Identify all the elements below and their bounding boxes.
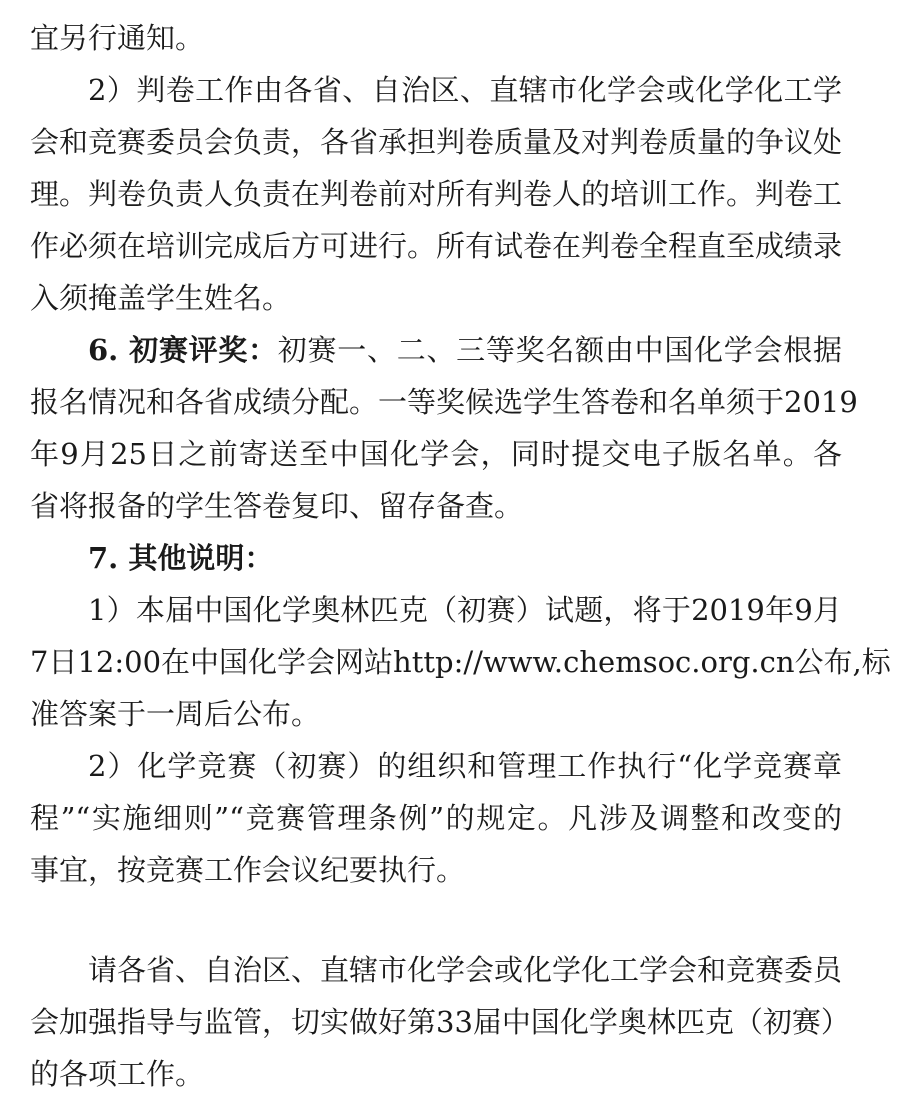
paragraph-line: 1）本届中国化学奥林匹克（初赛）试题，将于2019年9月 bbox=[88, 593, 842, 627]
section-heading-awards: 6. 初赛评奖： bbox=[88, 333, 278, 367]
paragraph-line: 省将报备的学生答卷复印、留存备查。 bbox=[30, 489, 524, 523]
paragraph-line: 准答案于一周后公布。 bbox=[30, 697, 321, 731]
paragraph-line: 作必须在培训完成后方可进行。所有试卷在判卷全程直至成绩录 bbox=[30, 229, 843, 263]
paragraph-line: 会加强指导与监管，切实做好第33届中国化学奥林匹克（初赛） bbox=[30, 1005, 850, 1039]
paragraph-line: 会和竞赛委员会负责，各省承担判卷质量及对判卷质量的争议处 bbox=[30, 125, 843, 159]
paragraph-line: 2）化学竞赛（初赛）的组织和管理工作执行“化学竞赛章 bbox=[88, 749, 842, 783]
paragraph-line: 的各项工作。 bbox=[30, 1057, 205, 1091]
paragraph-text: 初赛一、二、三等奖名额由中国化学会根据 bbox=[277, 333, 842, 367]
paragraph-line: 理。判卷负责人负责在判卷前对所有判卷人的培训工作。判卷工 bbox=[30, 177, 843, 211]
paragraph-line: 入须掩盖学生姓名。 bbox=[30, 281, 292, 315]
paragraph-line bbox=[30, 330, 842, 370]
section-heading-other: 7. 其他说明： bbox=[88, 541, 274, 575]
paragraph-line: 7日12:00在中国化学会网站http://www.chemsoc.org.cn公布,标 bbox=[30, 645, 891, 679]
paragraph-line: 报名情况和各省成绩分配。一等奖候选学生答卷和名单须于2019 bbox=[30, 385, 858, 419]
paragraph-line: 事宜，按竞赛工作会议纪要执行。 bbox=[30, 853, 466, 887]
paragraph-line: 请各省、自治区、直辖市化学会或化学化工学会和竞赛委员 bbox=[88, 953, 843, 987]
paragraph-line: 2）判卷工作由各省、自治区、直辖市化学会或化学化工学 bbox=[88, 73, 842, 107]
paragraph-line: 宜另行通知。 bbox=[30, 21, 205, 55]
paragraph-line: 年9月25日之前寄送至中国化学会，同时提交电子版名单。各 bbox=[30, 437, 842, 471]
paragraph-line: 程”“实施细则”“竞赛管理条例”的规定。凡涉及调整和改变的 bbox=[30, 801, 842, 835]
